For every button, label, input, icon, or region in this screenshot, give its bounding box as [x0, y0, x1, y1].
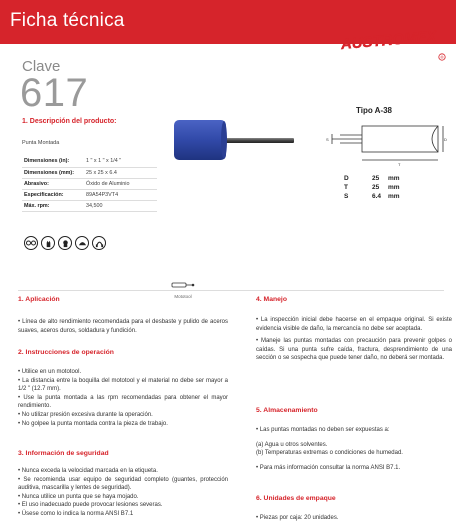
spec-row [22, 178, 157, 189]
dimension-row: T 25 mm [344, 184, 400, 191]
section-manejo-list [256, 316, 452, 363]
diagram-t: T [398, 162, 401, 167]
spec-row [22, 167, 157, 178]
list-item: • Maneje las puntas montadas con precaución para prevenir golpes o caídas. Si una punta sufre caída, fractura, desprendimiento de una sección o se sospecha que puede tener daño, no deberá ser montada. [256, 338, 452, 362]
technical-drawing [322, 116, 448, 174]
section-aplicacion-text: • Línea de alto rendimiento recomendada para el desbaste y pulido de aceros suaves, aceros duros, soldadura y fundición. [18, 319, 228, 334]
description-title: 1. Descripción del producto: [22, 118, 117, 125]
tipo-label: Tipo A-38 [356, 106, 393, 115]
spec-value: 34,500 [84, 200, 157, 211]
clave-label: Clave [22, 58, 61, 75]
page-title: Ficha técnica [10, 10, 125, 31]
list-item: • Nunca utilice un punta que se haya mojado. [18, 493, 139, 500]
spec-value: Óxido de Aluminio [84, 178, 157, 189]
austromex-logo [330, 24, 448, 64]
list-item: • El uso inadecuado puede provocar lesiones severas. [18, 502, 163, 509]
dimensions-list [344, 174, 400, 201]
mounted-point-image [170, 118, 300, 178]
section-manejo-title: 4. Manejo [256, 296, 287, 303]
spec-value: 25 x 25 x 6.4 [84, 167, 157, 178]
list-item: • Use la punta montada a las rpm recomendadas para obtener el mayor rendimiento. [18, 394, 228, 410]
spec-row [22, 189, 157, 200]
section-aplicacion-title: 1. Aplicación [18, 296, 60, 303]
helmet-icon [75, 236, 89, 250]
section-almacenamiento-list [256, 426, 452, 472]
logo-text: AUSTROMEX [340, 27, 438, 54]
spec-key: Dimensiones (in): [22, 156, 84, 167]
divider [18, 290, 444, 291]
list-item: • No golpee la punta montada contra la pieza de trabajo. [18, 420, 168, 427]
list-item: • Utilice en un mototool. [18, 369, 82, 375]
mask-icon [58, 236, 72, 250]
registered-mark: ® [440, 55, 444, 60]
list-item: • Nunca exceda la velocidad marcada en la etiqueta. [18, 468, 158, 474]
diagram-s: S [326, 137, 329, 142]
dimension-row: D 25 mm [344, 175, 400, 182]
spec-key: Dimensiones (mm): [22, 167, 84, 178]
gloves-icon [41, 236, 55, 250]
spec-key: Máx. rpm: [22, 200, 84, 211]
list-item: (a) Agua u otros solventes. [256, 441, 328, 448]
ear-protection-icon [92, 236, 106, 250]
safety-icons [24, 236, 106, 250]
spec-value: 1 " x 1 " x 1/4 " [84, 156, 157, 167]
list-item: • La inspección inicial debe hacerse en el empaque original. Si existe evidencia visible de daño, la mercancía no debe ser aceptada. [256, 317, 452, 332]
description-text: Punta Montada [22, 140, 60, 146]
specs-table [22, 156, 157, 212]
mototool-graphic [168, 276, 198, 299]
section-almacenamiento-title: 5. Almacenamiento [256, 407, 318, 414]
mototool-label: Mototool [174, 294, 192, 299]
section-empaque-list [256, 514, 452, 523]
section-seguridad-title: 3. Información de seguridad [18, 450, 109, 457]
list-item: • Para más información consultar la norma ANSI B7.1. [256, 464, 401, 471]
section-seguridad-list [18, 467, 228, 519]
spec-value: 89A54P3VT4 [84, 189, 157, 200]
list-item: • Úsese como lo indica la norma ANSI B7.1 [18, 510, 134, 517]
list-item: • No utilizar presión excesiva durante la operación. [18, 411, 153, 418]
list-item: (b) Temperaturas extremas o condiciones de humedad. [256, 450, 403, 457]
list-item: • La distancia entre la boquilla del mototool y el material no debe ser mayor a 1/2 " (12.7 mm). [18, 377, 228, 393]
list-item: • Las puntas montadas no deben ser expuestas a: [256, 427, 390, 433]
section-instrucciones-title: 2. Instrucciones de operación [18, 349, 114, 356]
spec-row [22, 156, 157, 167]
mototool-icon [171, 281, 195, 289]
section-empaque-title: 6. Unidades de empaque [256, 495, 336, 502]
spec-key: Abrasivo: [22, 178, 84, 189]
glasses-icon [24, 236, 38, 250]
dimension-row: S 6.4 mm [344, 193, 400, 200]
clave-number: 617 [20, 71, 89, 115]
list-item: • Piezas por caja: 20 unidades. [256, 515, 339, 521]
section-instrucciones-list [18, 368, 228, 428]
diagram-d: D [444, 137, 447, 142]
spec-row [22, 200, 157, 211]
spec-key: Especificación: [22, 189, 84, 200]
list-item: • Se recomienda usar equipo de seguridad completo (guantes, protección auditiva, mascarilla y lentes de seguridad). [18, 476, 228, 492]
